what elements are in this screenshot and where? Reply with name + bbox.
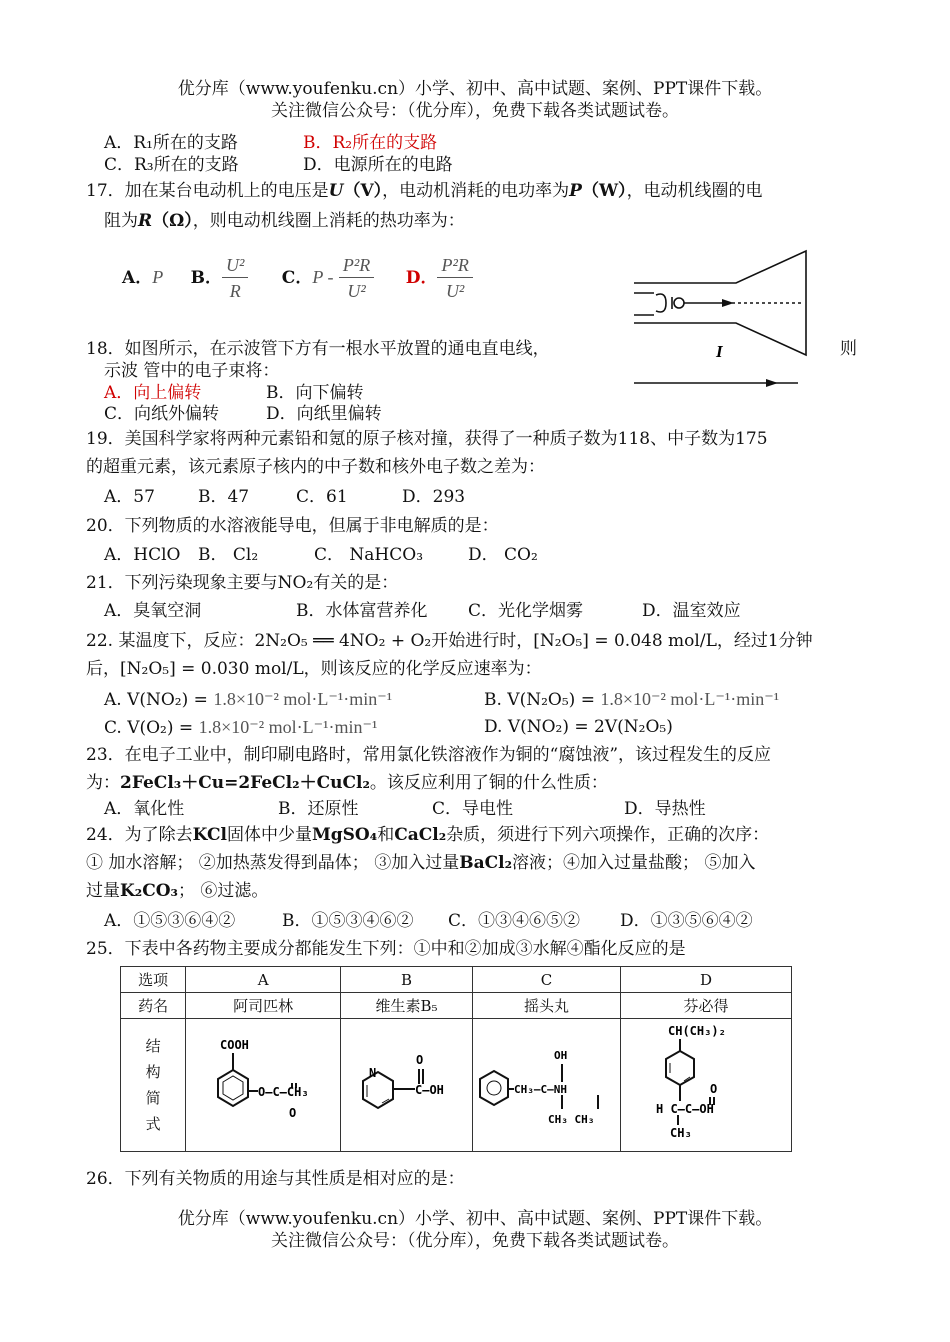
svg-text:COOH: COOH: [220, 1038, 250, 1052]
q24-option-b: B．①⑤③④⑥②: [282, 911, 414, 931]
q20-option-b: B． Cl₂: [198, 545, 259, 565]
table-cell: D: [620, 967, 791, 993]
drug-table: [120, 966, 792, 1152]
q22-line-1: 22. 某温度下，反应：2N₂O₅ ══ 4NO₂ + O₂开始进行时，[N₂O₅] = 0.048 mol/L，经过1分钟: [86, 631, 813, 651]
q21-line-1: 21．下列污染现象主要与NO₂有关的是：: [86, 573, 399, 593]
q18-option-a: A．向上偏转: [104, 383, 202, 403]
electron-gun: [656, 294, 666, 312]
q24-line-1: 24．为了除去KCl固体中少量MgSO₄和CaCl₂杂质，须进行下列六项操作，正确的次序：: [86, 825, 770, 845]
q20-option-c: C． NaHCO₃: [314, 545, 424, 565]
current-label: I: [716, 342, 723, 361]
footer-line-1: 优分库（www.youfenku.cn）小学、初中、高中试题、案例、PPT课件下载。: [177, 1209, 773, 1229]
q18-line-1: 18．如图所示，在示波管下方有一根水平放置的通电直电线，: [86, 339, 550, 359]
structure-ecstasy: [473, 1019, 621, 1152]
svg-text:O: O: [415, 1053, 423, 1067]
current-arrow: [766, 379, 778, 387]
q20-option-a: A．HClO: [104, 545, 181, 565]
q22-option-b: B. V(N₂O₅) = 1.8×10⁻² mol·L⁻¹·min⁻¹: [484, 689, 780, 710]
q26-line-1: 26．下列有关物质的用途与其性质是相对应的是：: [86, 1169, 465, 1189]
q24-option-c: C．①③④⑥⑤②: [448, 911, 581, 931]
svg-text:CH(CH₃)₂: CH(CH₃)₂: [667, 1024, 726, 1038]
q19-option-d: D．293: [402, 487, 466, 507]
svg-text:N: N: [368, 1066, 376, 1080]
q17-line-1: 17．加在某台电动机上的电压是U（V），电动机消耗的电功率为P（W），电动机线圈的电: [86, 181, 763, 201]
q23-option-c: C．导电性: [432, 799, 514, 819]
q16-option-a: A．R₁所在的支路: [104, 133, 238, 153]
q21-option-c: C．光化学烟雾: [468, 601, 584, 621]
q20-line-1: 20．下列物质的水溶液能导电，但属于非电解质的是：: [86, 516, 499, 536]
q23-line-2: 为：2FeCl₃＋Cu=2FeCl₂＋CuCl₂。该反应利用了铜的什么性质：: [86, 773, 608, 793]
svg-text:H C—C—OH: H C—C—OH: [655, 1102, 714, 1116]
table-cell: 维生素B₅: [341, 993, 473, 1019]
svg-text:CH₃ CH₃: CH₃ CH₃: [547, 1113, 594, 1126]
q24-option-d: D．①③⑤⑥④②: [620, 911, 753, 931]
table-name-row: [121, 993, 792, 1019]
oscilloscope-diagram: [626, 245, 836, 405]
q19-line-1: 19．美国科学家将两种元素铅和氪的原子核对撞，获得了一种质子数为118、中子数为175: [86, 429, 768, 449]
q21-option-d: D．温室效应: [642, 601, 741, 621]
svg-text:O: O: [289, 1106, 297, 1120]
q19-option-b: B．47: [198, 487, 250, 507]
q23-option-d: D．导热性: [624, 799, 706, 819]
table-cell: 芬必得: [620, 993, 791, 1019]
svg-text:O: O: [709, 1082, 718, 1096]
svg-text:OH: OH: [553, 1049, 567, 1062]
structure-aspirin: [186, 1019, 341, 1152]
q18-option-b: B．向下偏转: [266, 383, 364, 403]
structure-row-label: 结 构 简 式: [121, 1019, 186, 1152]
q16-option-b: B．R₂所在的支路: [303, 133, 438, 153]
q21-option-b: B．水体富营养化: [296, 601, 428, 621]
q22-option-a: A. V(NO₂) = 1.8×10⁻² mol·L⁻¹·min⁻¹: [104, 689, 393, 710]
q17-options: A．P B． $\frac{\text{U²}}{R}$ C．P - $\frac{\text{P²R}}{\text{U²}}$ D． $\frac{\text{P²R}}{\text{U²}}$: [122, 252, 473, 304]
svg-text:CH₃: CH₃: [669, 1126, 692, 1140]
q19-option-c: C．61: [296, 487, 348, 507]
table-cell: 摇头丸: [473, 993, 621, 1019]
table-structure-row: [121, 1019, 792, 1152]
footer-line-2: 关注微信公众号：（优分库），免费下载各类试题试卷。: [271, 1231, 679, 1251]
table-cell: C: [473, 967, 621, 993]
q24-line-3: 过量K₂CO₃； ⑥过滤。: [86, 881, 269, 901]
table-cell: 药名: [121, 993, 186, 1019]
q25-line-1: 25．下表中各药物主要成分都能发生下列：①中和②加成③水解④酯化反应的是: [86, 939, 686, 959]
q22-option-c: C. V(O₂) = 1.8×10⁻² mol·L⁻¹·min⁻¹: [104, 717, 378, 738]
svg-text:C—OH: C—OH: [414, 1083, 444, 1097]
table-header-row: [121, 967, 792, 993]
table-cell: A: [186, 967, 341, 993]
q18-option-d: D．向纸里偏转: [266, 404, 382, 424]
q23-line-1: 23．在电子工业中，制印刷电路时，常用氯化铁溶液作为铜的“腐蚀液”，该过程发生的反应: [86, 745, 772, 765]
structure-ibuprofen: [620, 1019, 791, 1152]
q24-line-2: ① 加水溶解； ②加热蒸发得到晶体； ③加入过量BaCl₂溶液；④加入过量盐酸； ⑤加入: [86, 853, 756, 873]
table-cell: 选项: [121, 967, 186, 993]
q21-option-a: A．臭氧空洞: [104, 601, 202, 621]
header-line-1: 优分库（www.youfenku.cn）小学、初中、高中试题、案例、PPT课件下载。: [177, 79, 773, 99]
q23-option-a: A．氧化性: [104, 799, 185, 819]
q19-option-a: A．57: [104, 487, 155, 507]
q23-option-b: B．还原性: [278, 799, 359, 819]
structure-vitamin-b5: [341, 1019, 473, 1152]
q22-line-2: 后，[N₂O₅] = 0.030 mol/L，则该反应的化学反应速率为：: [86, 659, 542, 679]
gun-anode: [674, 298, 684, 308]
q16-option-c: C．R₃所在的支路: [104, 155, 239, 175]
q22-option-d: D. V(NO₂) = 2V(N₂O₅): [484, 717, 673, 737]
beam-arrow: [722, 299, 734, 307]
table-cell: B: [341, 967, 473, 993]
q24-option-a: A．①⑤③⑥④②: [104, 911, 236, 931]
q20-option-d: D． CO₂: [468, 545, 538, 565]
q17-line-2: 阻为R（Ω），则电动机线圈上消耗的热功率为：: [104, 211, 465, 231]
header-line-2: 关注微信公众号：（优分库），免费下载各类试题试卷。: [271, 101, 679, 121]
table-cell: 阿司匹林: [186, 993, 341, 1019]
svg-text:O—C—CH₃: O—C—CH₃: [258, 1085, 309, 1099]
q18-option-c: C．向纸外偏转: [104, 404, 220, 424]
svg-text:CH₃—C—NH: CH₃—C—NH: [513, 1083, 567, 1096]
q16-option-d: D．电源所在的电路: [303, 155, 453, 175]
q18-line-1-end: 则: [840, 339, 857, 359]
q18-line-2: 示波 管中的电子束将：: [104, 361, 280, 381]
q19-line-2: 的超重元素，该元素原子核内的中子数和核外电子数之差为：: [86, 457, 545, 477]
